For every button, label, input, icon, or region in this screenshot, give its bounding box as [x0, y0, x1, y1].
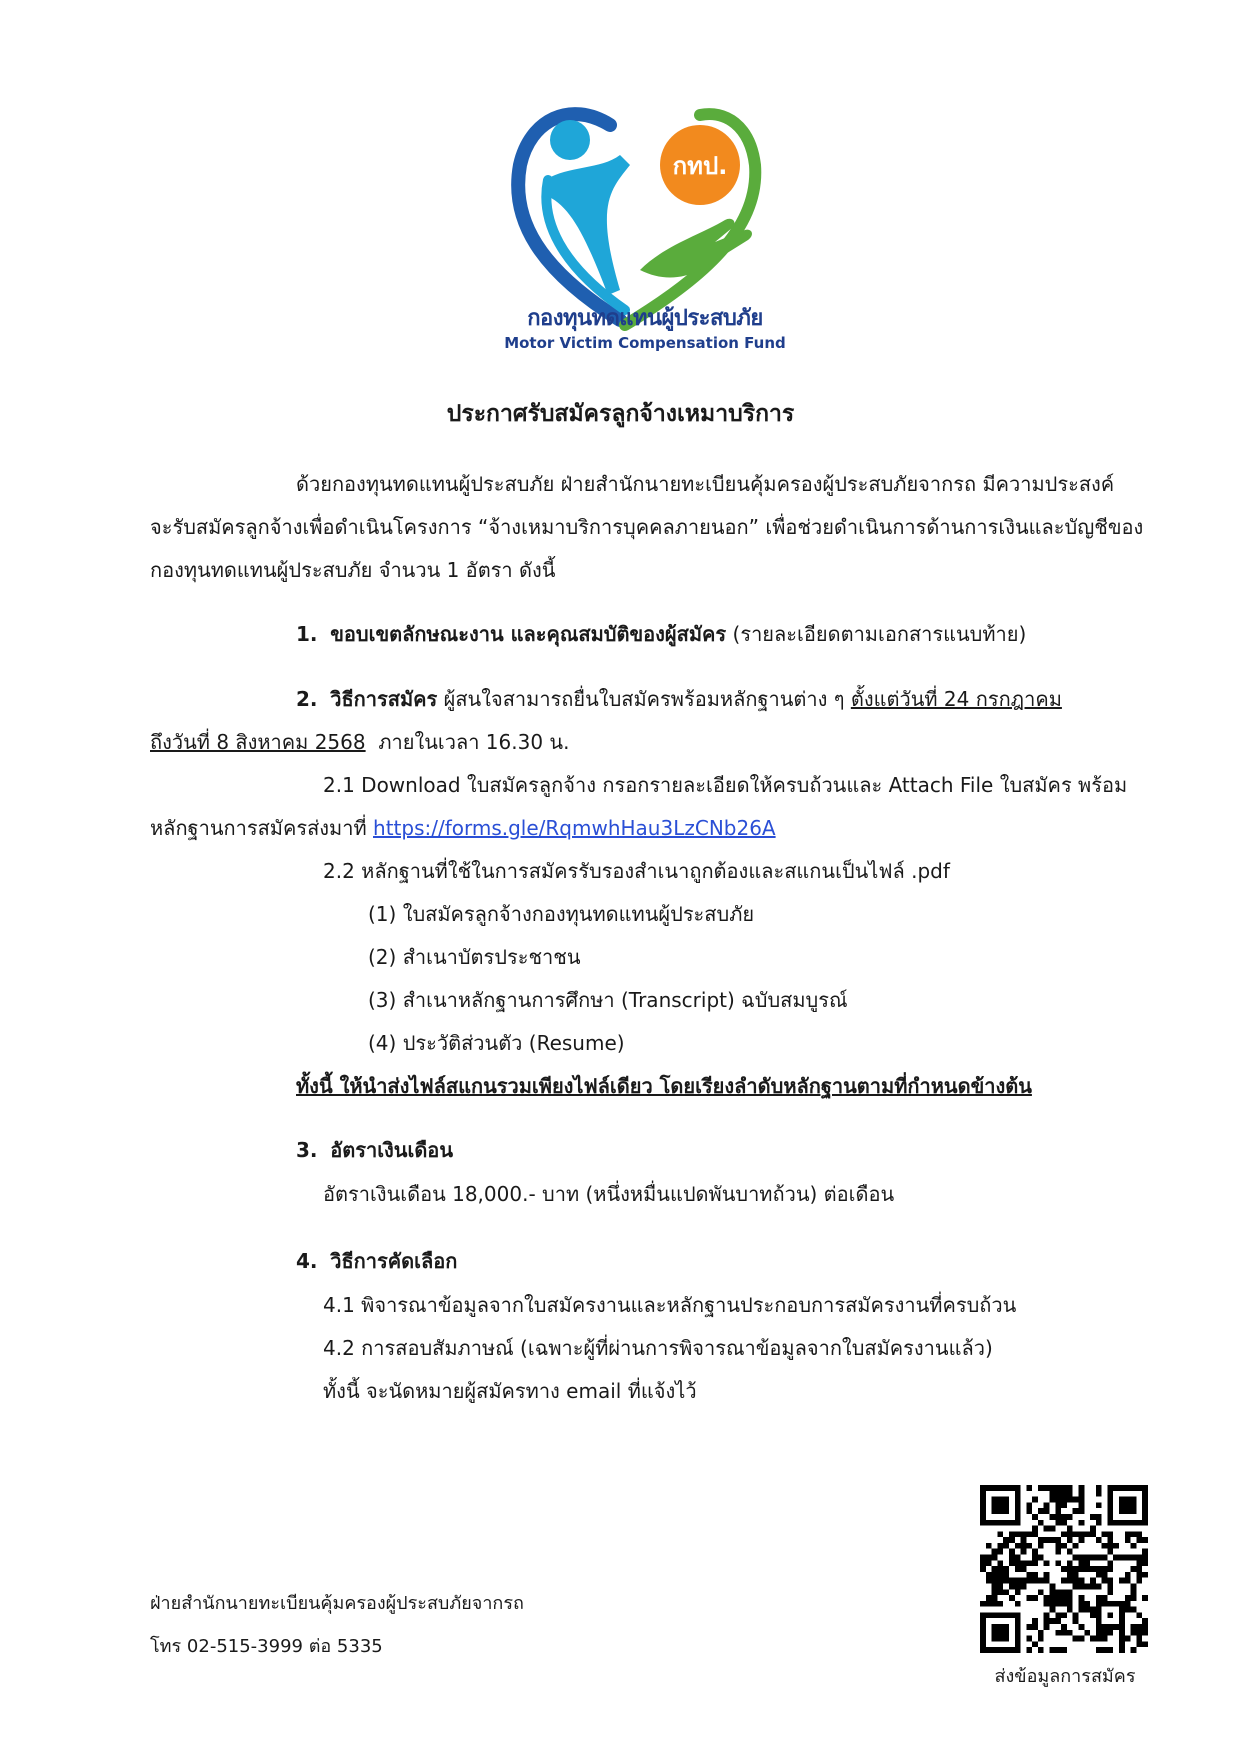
- section-4-number: 4.: [296, 1249, 318, 1273]
- footer-phone: โทร 02-515-3999 ต่อ 5335: [150, 1636, 383, 1657]
- section-2-item-1-line-2: [150, 814, 776, 842]
- page-title: ประกาศรับสมัครลูกจ้างเหมาบริการ: [446, 401, 795, 427]
- doc-item-1: (1) ใบสมัครลูกจ้างกองทุนทดแทนผู้ประสบภัย: [368, 902, 755, 926]
- section-4-item-1: 4.1 พิจารณาข้อมูลจากใบสมัครงานและหลักฐานประกอบการสมัครงานที่ครบถ้วน: [323, 1293, 1017, 1317]
- section-1-heading: ขอบเขตลักษณะงาน และคุณสมบัติของผู้สมัคร: [330, 622, 727, 646]
- doc-item-3: (3) สำเนาหลักฐานการศึกษา (Transcript) ฉบับสมบูรณ์: [368, 988, 848, 1012]
- qr-code-icon[interactable]: [980, 1485, 1148, 1653]
- section-2-item-1-text: หลักฐานการสมัครส่งมาที่: [150, 816, 367, 840]
- section-2-date-to: ถึงวันที่ 8 สิงหาคม 2568: [150, 730, 366, 754]
- section-3-title: อัตราเงินเดือน: [330, 1138, 453, 1162]
- section-1-note: (รายละเอียดตามเอกสารแนบท้าย): [732, 622, 1027, 646]
- intro-line-3: กองทุนทดแทนผู้ประสบภัย จำนวน 1 อัตรา ดังนี้: [150, 558, 556, 582]
- section-4-title: วิธีการคัดเลือก: [330, 1249, 458, 1273]
- logo-badge-text: กทป.: [672, 152, 728, 180]
- section-3-text: อัตราเงินเดือน 18,000.- บาท (หนึ่งหมื่นแปดพันบาทถ้วน) ต่อเดือน: [323, 1182, 895, 1206]
- intro-line-2: จะรับสมัครลูกจ้างเพื่อดำเนินโครงการ “จ้างเหมาบริการบุคคลภายนอก” เพื่อช่วยดำเนินการด้านการเงินและบัญชีของ: [150, 515, 1144, 539]
- section-2-line-2: [150, 728, 569, 756]
- logo-name-en: Motor Victim Compensation Fund: [504, 334, 786, 352]
- section-4-heading: [296, 1247, 457, 1275]
- section-1-number: 1.: [296, 622, 318, 646]
- footer-department: ฝ่ายสำนักนายทะเบียนคุ้มครองผู้ประสบภัยจากรถ: [150, 1593, 524, 1614]
- section-2-time: ภายในเวลา 16.30 น.: [378, 730, 570, 754]
- section-4-item-3: ทั้งนี้ จะนัดหมายผู้สมัครทาง email ที่แจ้งไว้: [323, 1379, 697, 1403]
- logo-name-th: กองทุนทดแทนผู้ประสบภัย: [527, 306, 763, 331]
- section-2-line-1: [296, 685, 1062, 713]
- section-2-heading: วิธีการสมัคร: [330, 687, 438, 711]
- section-3-heading: [296, 1136, 453, 1164]
- section-2-date-from: ตั้งแต่วันที่ 24 กรกฎาคม: [850, 687, 1062, 711]
- doc-item-4: (4) ประวัติส่วนตัว (Resume): [368, 1031, 625, 1055]
- section-3-number: 3.: [296, 1138, 318, 1162]
- section-2-item-2: 2.2 หลักฐานที่ใช้ในการสมัครรับรองสำเนาถูกต้องและสแกนเป็นไฟล์ .pdf: [323, 859, 950, 883]
- section-2-notice: [296, 1072, 1032, 1100]
- section-2-text: ผู้สนใจสามารถยื่นใบสมัครพร้อมหลักฐานต่าง ๆ: [443, 687, 845, 711]
- qr-caption: ส่งข้อมูลการสมัคร: [994, 1666, 1136, 1687]
- intro-line-1: ด้วยกองทุนทดแทนผู้ประสบภัย ฝ่ายสำนักนายทะเบียนคุ้มครองผู้ประสบภัยจากรถ มีความประสงค์: [296, 472, 1115, 496]
- section-1: [296, 620, 1026, 648]
- section-2-number: 2.: [296, 687, 318, 711]
- doc-item-2: (2) สำเนาบัตรประชาชน: [368, 945, 581, 969]
- section-4-item-2: 4.2 การสอบสัมภาษณ์ (เฉพาะผู้ที่ผ่านการพิจารณาข้อมูลจากใบสมัครงานแล้ว): [323, 1336, 993, 1360]
- notice-text: ทั้งนี้ ให้นำส่งไฟล์สแกนรวมเพียงไฟล์เดียว โดยเรียงลำดับหลักฐานตามที่กำหนดข้างต้น: [296, 1074, 1032, 1098]
- section-2-item-1-line-1: 2.1 Download ใบสมัครลูกจ้าง กรอกรายละเอียดให้ครบถ้วนและ Attach File ใบสมัคร พร้อม: [323, 773, 1128, 797]
- application-form-link[interactable]: https://forms.gle/RqmwhHau3LzCNb26A: [373, 816, 776, 840]
